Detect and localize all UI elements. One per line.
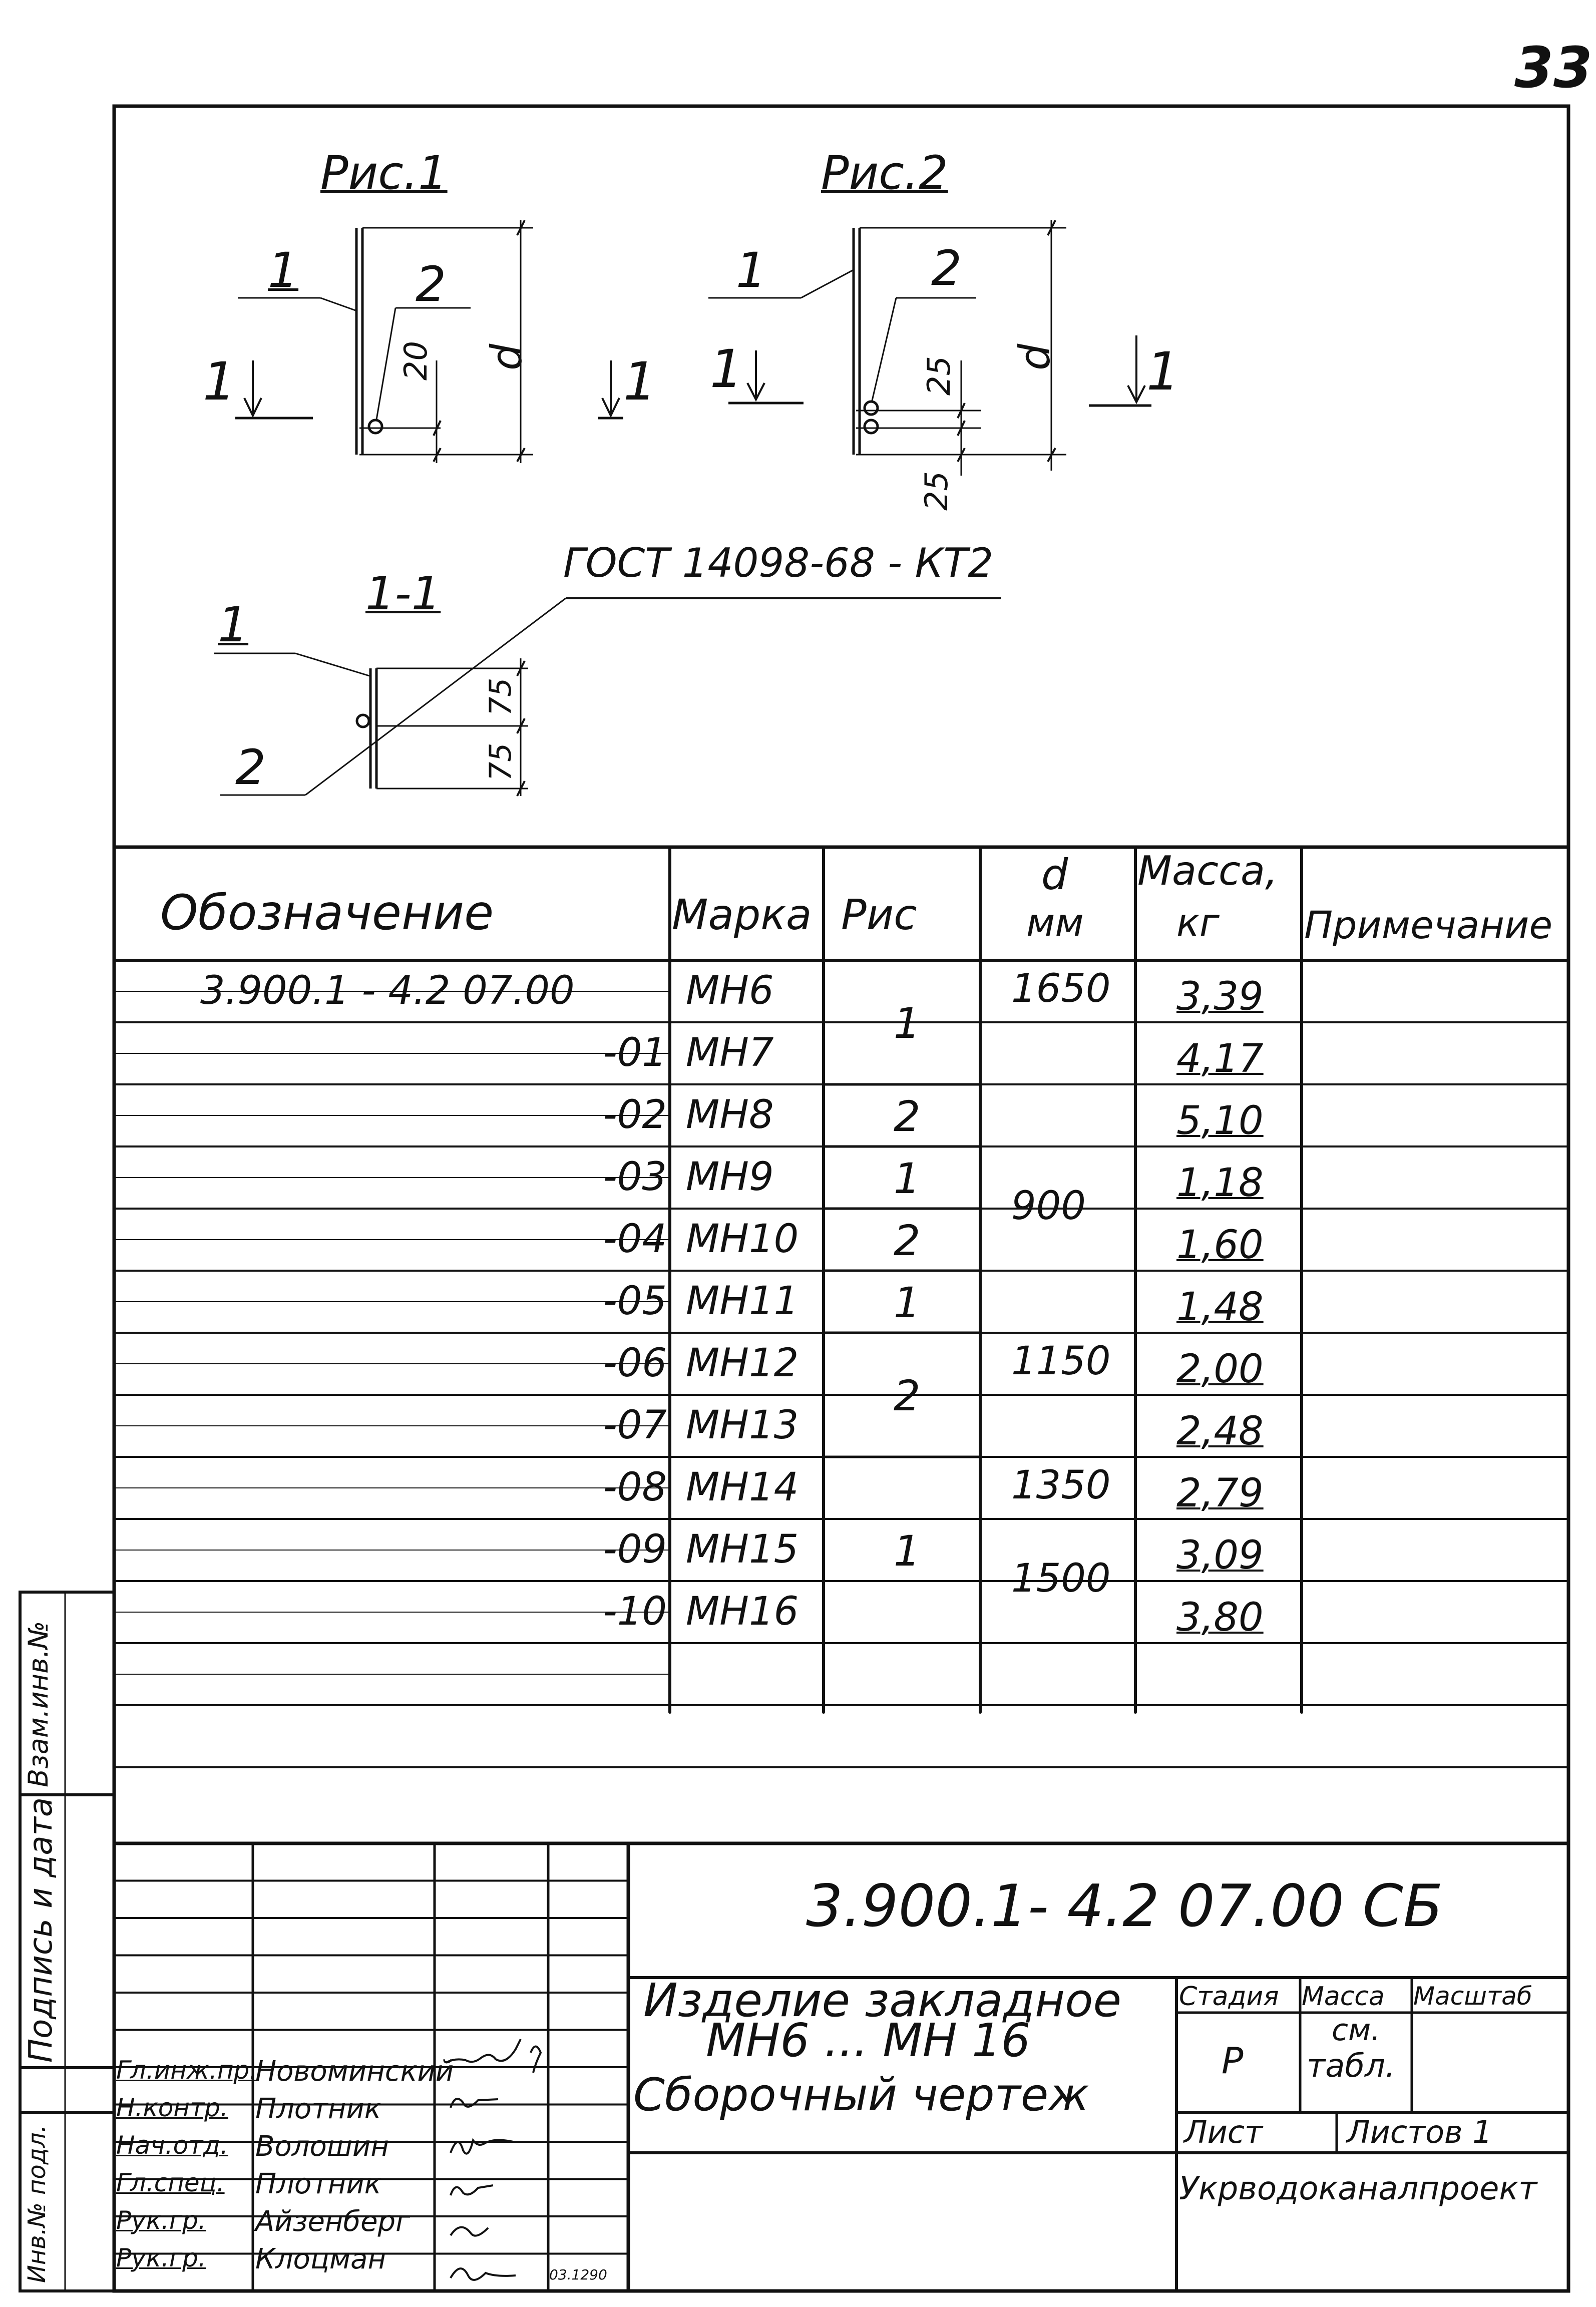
d-value-cell: 1500 [1011, 1556, 1111, 1601]
mark-cell: МН10 [686, 1217, 799, 1262]
mass-cell: 2,79 [1176, 1471, 1264, 1516]
mark-cell: МН16 [686, 1589, 799, 1634]
designation-cell: -06 [603, 1341, 667, 1386]
fig2-title: Рис.2 [821, 146, 948, 200]
header-fig: Рис [841, 890, 917, 939]
approval-date: 03.1290 [549, 2266, 607, 2283]
fig1-title: Рис.1 [320, 146, 448, 200]
mass-cell: 3,39 [1176, 974, 1264, 1019]
d-value-cell: 1150 [1011, 1339, 1111, 1384]
mass-cell: 2,48 [1176, 1409, 1264, 1454]
sheets-label: Листов 1 [1347, 2114, 1492, 2150]
mass-cell: 1,18 [1176, 1161, 1264, 1206]
fig-number-cell: 2 [894, 1092, 921, 1141]
fig1-section-left: 1 [203, 351, 236, 412]
stage-value: Р [1222, 2040, 1244, 2082]
fig2-section-left: 1 [710, 338, 743, 400]
signature-4 [451, 2185, 493, 2195]
signatures [441, 2033, 556, 2293]
mass-cell: 2,00 [1176, 1347, 1264, 1392]
mark-cell: МН14 [686, 1465, 799, 1510]
section-1-1-drawing [214, 598, 1001, 796]
header-d-unit: мм [1026, 900, 1084, 945]
role-label: Н.контр. [116, 2093, 228, 2122]
sheet-label: Лист [1184, 2114, 1263, 2150]
header-mark: Марка [672, 890, 812, 939]
side-sign-date: Подпись и дата [23, 1797, 60, 2063]
mark-cell: МН9 [686, 1155, 774, 1200]
person-name: Айзенберг [255, 2205, 411, 2238]
product-name-1: Изделие закладное [643, 1974, 1122, 2027]
designation-cell: -09 [603, 1527, 667, 1572]
designation-cell: -10 [603, 1589, 667, 1634]
header-d: d [1041, 850, 1068, 899]
mass-value-2: табл. [1307, 2048, 1396, 2085]
designation-cell: -04 [603, 1217, 667, 1262]
role-label: Гл.инж.пр. [116, 2056, 258, 2085]
mass-label: Масса [1302, 1982, 1385, 2012]
scale-label: Масштаб [1413, 1982, 1532, 2011]
fig-number-cell: 1 [894, 1526, 921, 1576]
fig1-section-right: 1 [623, 351, 657, 412]
side-replace-inv: Взам.инв.№ [23, 1621, 54, 1787]
product-name-2: МН6 ... МН 16 [706, 2014, 1031, 2067]
section-label-1: 1 [218, 597, 249, 653]
person-name: Плотник [255, 2168, 381, 2200]
mass-cell: 1,48 [1176, 1285, 1264, 1330]
side-inv-orig: Инв.№ подл. [23, 2125, 51, 2283]
person-name: Волошин [255, 2130, 389, 2163]
fig-number-cell: 2 [894, 1371, 921, 1420]
section-dim-75a: 75 [483, 677, 518, 716]
fig2-label-2: 2 [931, 240, 962, 296]
section-dim-75b: 75 [483, 742, 518, 781]
fig1-dim-d: d [482, 343, 531, 370]
mark-cell: МН6 [686, 968, 774, 1013]
mass-cell: 3,80 [1176, 1595, 1264, 1640]
fig1-dim-20: 20 [397, 341, 434, 380]
person-name: Новоминский [255, 2055, 454, 2088]
fig2-section-right: 1 [1146, 341, 1180, 402]
mass-value-1: см. [1332, 2013, 1381, 2048]
fig2-dim-d: d [1010, 343, 1059, 370]
signature-3 [451, 2140, 513, 2153]
designation-cell: -03 [603, 1155, 667, 1200]
fig-number-cell: 1 [894, 1154, 921, 1203]
signature-2 [451, 2099, 498, 2108]
header-mass: Масса, [1137, 848, 1278, 894]
mark-cell: МН13 [686, 1403, 799, 1448]
designation-cell: -07 [603, 1403, 667, 1448]
mark-cell: МН7 [686, 1030, 774, 1075]
fig2-label-1: 1 [736, 242, 767, 298]
header-designation: Обозначение [160, 885, 494, 941]
section-1-1-title: 1-1 [365, 567, 441, 620]
designation-cell: -05 [603, 1279, 667, 1324]
role-label: Гл.спец. [116, 2168, 225, 2197]
mark-cell: МН8 [686, 1092, 774, 1137]
mass-cell: 3,09 [1176, 1533, 1264, 1578]
fig2-drawing [708, 220, 1151, 476]
mass-cell: 1,60 [1176, 1223, 1264, 1268]
fig1-label-2: 2 [416, 256, 447, 312]
gost-reference: ГОСТ 14098-68 - КТ2 [563, 540, 994, 586]
role-label: Нач.отд. [116, 2131, 228, 2160]
header-note: Примечание [1304, 903, 1553, 947]
signature-1b [531, 2047, 541, 2073]
role-label: Рук.гр. [116, 2243, 206, 2272]
stage-label: Стадия [1179, 1982, 1279, 2012]
doc-code: 3.900.1- 4.2 07.00 СБ [806, 1872, 1443, 1940]
mass-cell: 5,10 [1176, 1098, 1264, 1143]
header-mass-unit: кг [1176, 900, 1220, 945]
mark-cell: МН15 [686, 1527, 799, 1572]
role-label: Рук.гр. [116, 2206, 206, 2235]
person-name: Клоцман [255, 2243, 386, 2275]
mark-cell: МН12 [686, 1341, 799, 1386]
designation-cell: 3.900.1 - 4.2 07.00 [200, 968, 575, 1013]
designation-cell: -08 [603, 1465, 667, 1510]
fig2-dim-25b: 25 [918, 471, 955, 511]
fig-number-cell: 1 [894, 1278, 921, 1327]
designation-cell: -02 [603, 1092, 667, 1137]
mark-cell: МН11 [686, 1279, 799, 1324]
signature-1 [446, 2039, 521, 2063]
drawing-type: Сборочный чертеж [633, 2069, 1089, 2121]
fig1-label-1: 1 [268, 242, 299, 298]
fig-number-cell: 2 [894, 1216, 921, 1265]
d-value-cell: 900 [1011, 1184, 1086, 1229]
mass-cell: 4,17 [1176, 1036, 1264, 1081]
signature-6 [451, 2268, 516, 2280]
fig-number-cell: 1 [894, 999, 921, 1048]
d-value-cell: 1350 [1011, 1463, 1111, 1508]
signature-5 [451, 2227, 488, 2236]
section-label-2: 2 [235, 739, 266, 796]
page-number: 33 [1514, 36, 1592, 101]
outer-frame [114, 106, 1568, 2291]
person-name: Плотник [255, 2093, 381, 2125]
d-value-cell: 1650 [1011, 966, 1111, 1011]
fig2-dim-25a: 25 [921, 356, 957, 396]
designation-cell: -01 [603, 1030, 667, 1075]
organization: Укрводоканалпроект [1179, 2170, 1537, 2207]
